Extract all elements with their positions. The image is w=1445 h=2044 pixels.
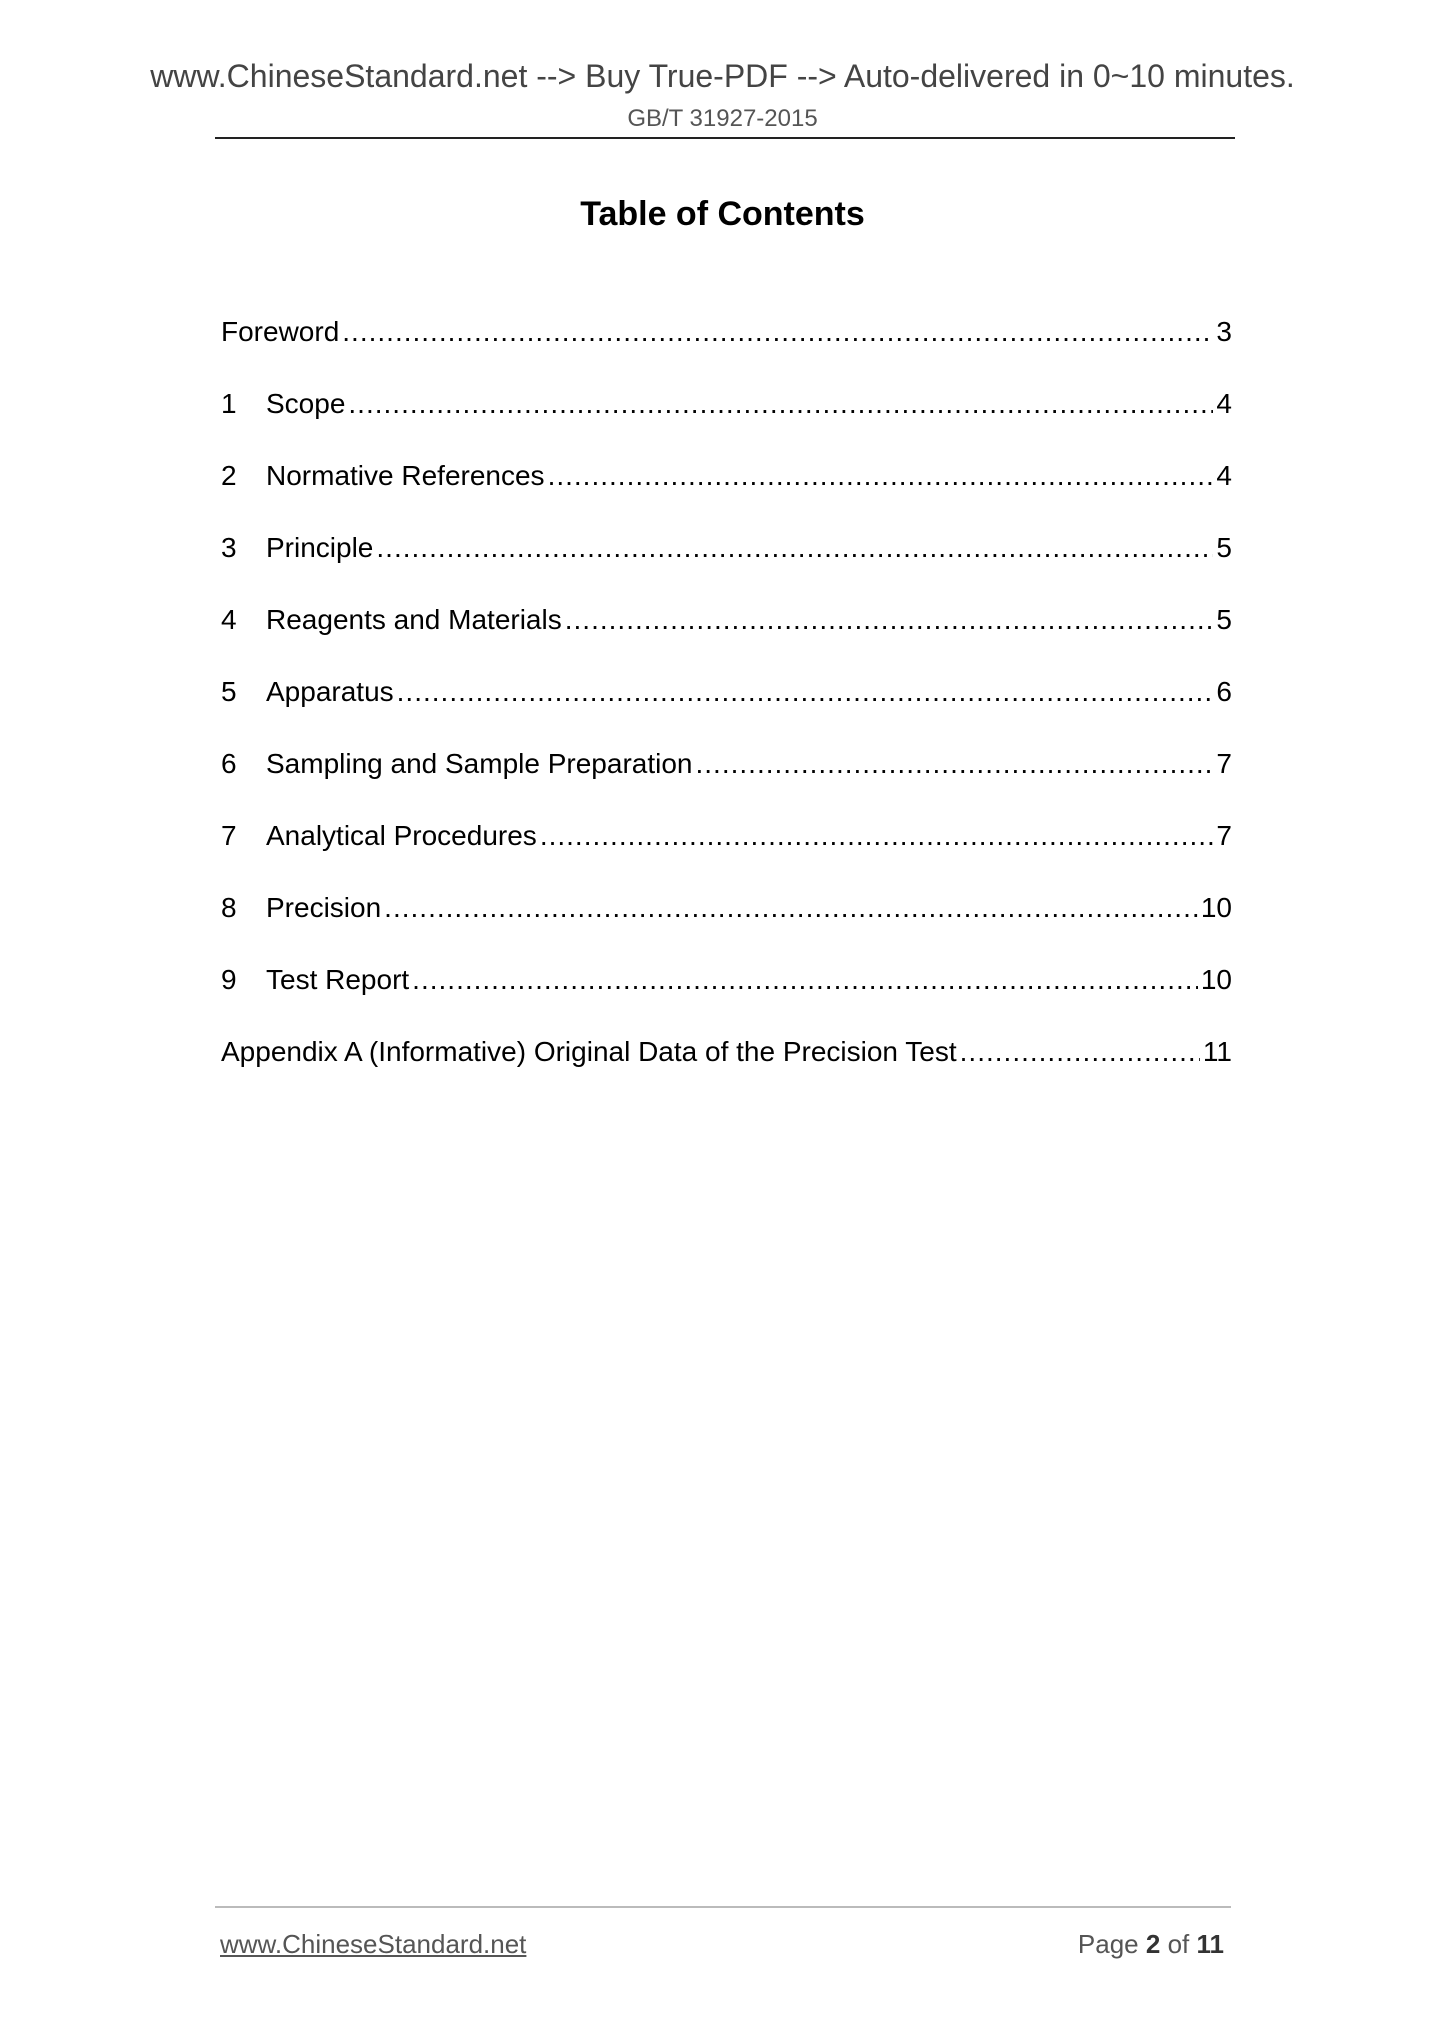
toc-entry-page: 11 [1202, 1036, 1232, 1067]
toc-entry-normative-references[interactable] [221, 456, 1232, 528]
toc-entry-label: Sampling and Sample Preparation [266, 748, 693, 779]
header-divider [215, 137, 1235, 139]
footer-divider [215, 1906, 1231, 1908]
header-banner: www.ChineseStandard.net --> Buy True-PDF --> Auto-delivered in 0~10 minutes. [150, 58, 1295, 94]
page-prefix: Page [1077, 1929, 1139, 1959]
toc-entry-reagents-and-materials[interactable] [221, 600, 1232, 672]
toc-leader-dots [348, 384, 1213, 424]
toc-entry-number: 1 [221, 388, 237, 419]
toc-entry-label: Scope [266, 388, 346, 419]
toc-entry-label: Principle [266, 532, 374, 563]
toc-entry-page: 4 [1216, 460, 1232, 491]
toc-entry-label: Reagents and Materials [266, 604, 562, 635]
toc-entry-page: 6 [1216, 676, 1232, 707]
toc-entry-number: 9 [221, 964, 237, 995]
toc-entry-label: Apparatus [266, 676, 394, 707]
toc-entry-number: 5 [221, 676, 237, 707]
toc-entry-appendix-a[interactable] [221, 1032, 1232, 1104]
toc-entry-sampling[interactable] [221, 744, 1232, 816]
toc-leader-dots [397, 672, 1214, 712]
standard-id: GB/T 31927-2015 [627, 105, 818, 132]
toc-list [221, 312, 1232, 1104]
total-pages: 11 [1196, 1929, 1224, 1959]
toc-leader-dots [376, 528, 1213, 568]
page-of: of [1167, 1929, 1190, 1959]
toc-entry-principle[interactable] [221, 528, 1232, 600]
toc-entry-apparatus[interactable] [221, 672, 1232, 744]
toc-leader-dots [342, 312, 1213, 352]
toc-entry-label: Foreword [221, 316, 340, 347]
page-indicator [1078, 1928, 1224, 1960]
toc-leader-dots [960, 1032, 1200, 1072]
toc-leader-dots [412, 960, 1198, 1000]
toc-entry-page: 7 [1216, 820, 1232, 851]
toc-entry-number: 6 [221, 748, 237, 779]
toc-entry-foreword[interactable] [221, 312, 1232, 384]
toc-entry-number: 2 [221, 460, 237, 491]
toc-entry-page: 7 [1216, 748, 1232, 779]
toc-title: Table of Contents [580, 195, 865, 233]
toc-entry-test-report[interactable] [221, 960, 1232, 1032]
toc-entry-number: 4 [221, 604, 237, 635]
toc-leader-dots [540, 816, 1214, 856]
toc-leader-dots [384, 888, 1198, 928]
toc-entry-label: Appendix A (Informative) Original Data of the Precision Test [221, 1036, 957, 1067]
toc-entry-precision[interactable] [221, 888, 1232, 960]
toc-leader-dots [695, 744, 1213, 784]
toc-entry-page: 5 [1216, 604, 1232, 635]
toc-entry-page: 10 [1200, 892, 1232, 923]
toc-entry-page: 10 [1200, 964, 1232, 995]
toc-entry-number: 7 [221, 820, 237, 851]
toc-entry-page: 3 [1216, 316, 1232, 347]
toc-entry-number: 3 [221, 532, 237, 563]
current-page-number: 2 [1145, 1929, 1161, 1959]
toc-entry-analytical-procedures[interactable] [221, 816, 1232, 888]
toc-entry-page: 5 [1216, 532, 1232, 563]
toc-entry-label: Analytical Procedures [266, 820, 537, 851]
toc-leader-dots [565, 600, 1214, 640]
toc-entry-scope[interactable] [221, 384, 1232, 456]
toc-entry-number: 8 [221, 892, 237, 923]
toc-entry-label: Precision [266, 892, 382, 923]
toc-entry-page: 4 [1216, 388, 1232, 419]
toc-entry-label: Test Report [266, 964, 410, 995]
toc-entry-label: Normative References [266, 460, 545, 491]
footer-website-link[interactable]: www.ChineseStandard.net [220, 1929, 527, 1959]
toc-leader-dots [548, 456, 1214, 496]
